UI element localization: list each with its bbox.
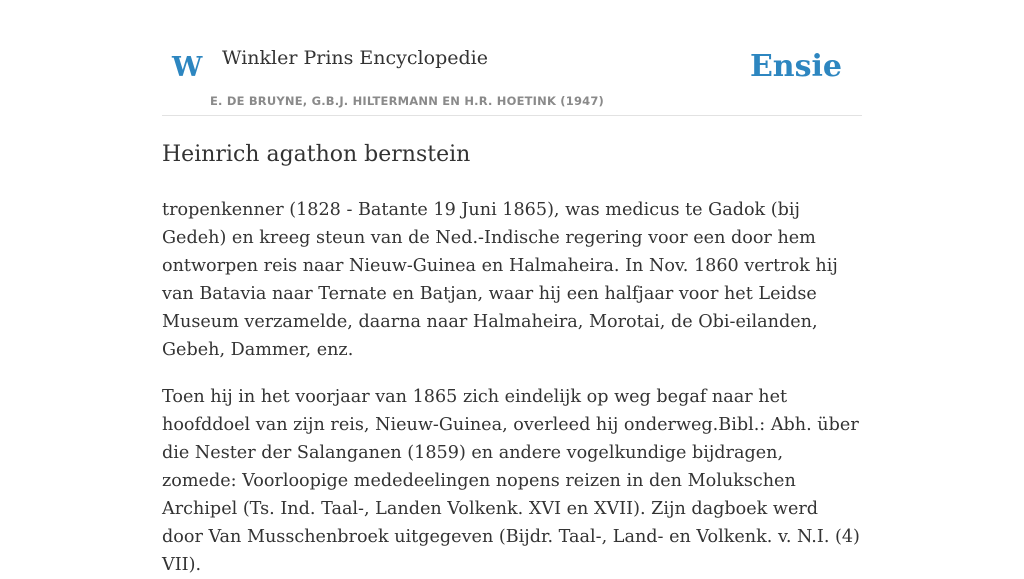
- article-paragraph-2: Toen hij in het voorjaar van 1865 zich eindelijk op weg begaf naar het hoofddoel van zijn reis, Nieuw-Guinea, overleed hij onderweg.Bibl.: Abh. über die Nester der Salanganen (1859) en andere vogelkundige bijdragen, zomede: Voorloopige mededeelingen nopens reizen in den Molukschen Archipel (Ts. Ind. Taal-, Landen Volkenk. XVI en XVII). Zijn dagboek werd door Van Musschenbroek uitgegeven (Bijdr. Taal-, Land- en Volkenk. v. N.I. (4) VII).: [162, 387, 860, 575]
- site-title: Winkler Prins Encyclopedie: [222, 47, 488, 69]
- article-title: Heinrich agathon bernstein: [162, 142, 471, 167]
- winkler-prins-logo[interactable]: W: [172, 52, 203, 83]
- header: [162, 0, 862, 116]
- article-paragraph-1: tropenkenner (1828 - Batante 19 Juni 1865), was medicus te Gadok (bij Gedeh) en kreeg steun van de Ned.-Indische regering voor een door hem ontworpen reis naar Nieuw-Guinea en Halmaheira. In Nov. 1860 vertrok hij van Batavia naar Ternate en Batjan, waar hij een halfjaar voor het Leidse Museum verzamelde, daarna naar Halmaheira, Morotai, de Obi-eilanden, Gebeh, Dammer, enz.: [162, 200, 838, 360]
- content-container: [162, 0, 862, 579]
- source-authors: E. DE BRUYNE, G.B.J. HILTERMANN EN H.R. HOETINK (1947): [210, 94, 605, 108]
- ensie-logo[interactable]: Ensie: [749, 49, 842, 84]
